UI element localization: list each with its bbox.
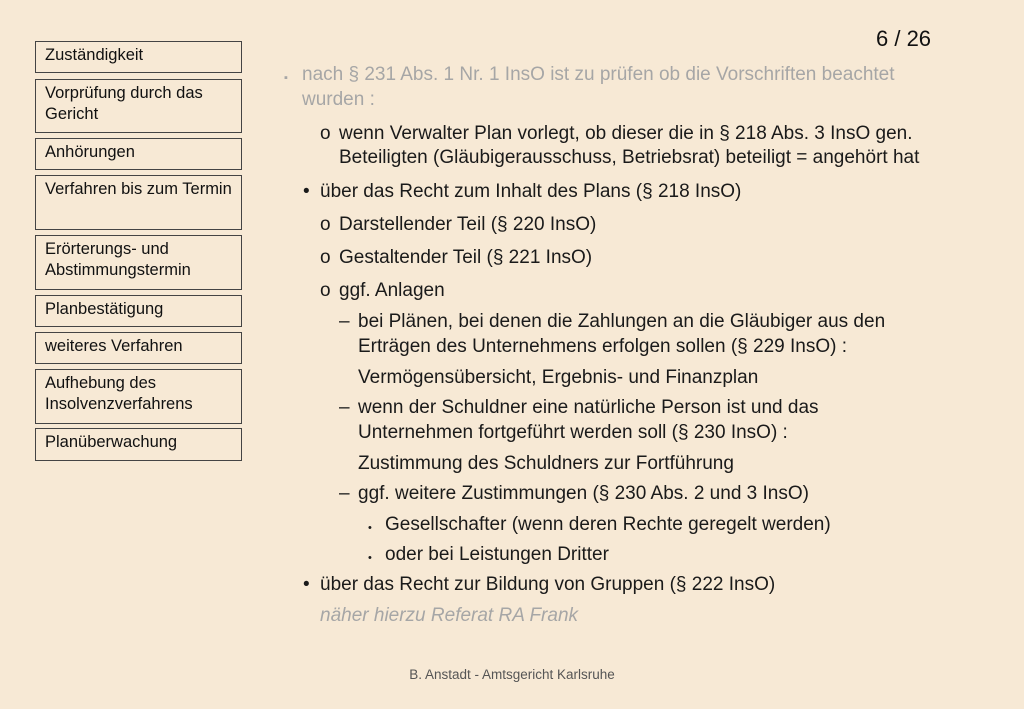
square-bullet-icon: ▪ (284, 72, 288, 84)
content-line: Vermögensübersicht, Ergebnis- und Finanzplan (358, 367, 759, 388)
content-line: über das Recht zum Inhalt des Plans (§ 218 InsO) (320, 181, 742, 202)
content-line: Gestaltender Teil (§ 221 InsO) (339, 247, 593, 268)
nav-item-aufhebung[interactable]: Aufhebung des Insolvenzverfahrens (35, 369, 242, 424)
nav-item-vorpruefung[interactable]: Vorprüfung durch das Gericht (35, 79, 242, 133)
nav-item-zustaendigkeit[interactable]: Zuständigkeit (35, 41, 242, 73)
nav-item-planueberwachung[interactable]: Planüberwachung (35, 428, 242, 461)
circle-bullet-icon: o (320, 123, 331, 144)
content-line: ggf. Anlagen (339, 280, 445, 301)
content-line: näher hierzu Referat RA Frank (320, 605, 579, 626)
content-line: nach § 231 Abs. 1 Nr. 1 InsO ist zu prüfen ob die Vorschriften beachtet (302, 64, 895, 85)
dot-bullet-icon: • (303, 181, 310, 202)
circle-bullet-icon: o (320, 214, 331, 235)
nav-item-planbestaetigung[interactable]: Planbestätigung (35, 295, 242, 327)
dot-bullet-icon: • (303, 574, 310, 595)
circle-bullet-icon: o (320, 247, 331, 268)
small-dot-bullet-icon: • (368, 522, 372, 534)
dash-bullet-icon: – (339, 397, 350, 418)
nav-item-eroerterungstermin[interactable]: Erörterungs- und Abstimmungstermin (35, 235, 242, 290)
circle-bullet-icon: o (320, 280, 331, 301)
content-line: oder bei Leistungen Dritter (385, 544, 609, 565)
nav-item-verfahren-bis-termin[interactable]: Verfahren bis zum Termin (35, 175, 242, 230)
content-line: bei Plänen, bei denen die Zahlungen an die Gläubiger aus den (358, 311, 886, 332)
content-line: Unternehmen fortgeführt werden soll (§ 230 InsO) : (358, 422, 788, 443)
content-line: wenn der Schuldner eine natürliche Person ist und das (358, 397, 819, 418)
footer: B. Anstadt - Amtsgericht Karlsruhe (409, 667, 615, 682)
content-line: wenn Verwalter Plan vorlegt, ob dieser die in § 218 Abs. 3 InsO gen. (339, 123, 913, 144)
content-line: Zustimmung des Schuldners zur Fortführung (358, 453, 734, 474)
content-line: Beteiligten (Gläubigerausschuss, Betriebsrat) beteiligt = angehört hat (339, 147, 920, 168)
dash-bullet-icon: – (339, 483, 350, 504)
nav-item-anhoerungen[interactable]: Anhörungen (35, 138, 242, 170)
content-line: Darstellender Teil (§ 220 InsO) (339, 214, 597, 235)
content-line: ggf. weitere Zustimmungen (§ 230 Abs. 2 und 3 InsO) (358, 483, 809, 504)
page-number: 6 / 26 (876, 26, 932, 51)
nav-item-weiteres-verfahren[interactable]: weiteres Verfahren (35, 332, 242, 364)
content-line: Erträgen des Unternehmens erfolgen sollen (§ 229 InsO) : (358, 336, 847, 357)
content-line: Gesellschafter (wenn deren Rechte geregelt werden) (385, 514, 831, 535)
dash-bullet-icon: – (339, 311, 350, 332)
content-line: wurden : (302, 89, 375, 110)
small-dot-bullet-icon: • (368, 552, 372, 564)
content-line: über das Recht zur Bildung von Gruppen (§ 222 InsO) (320, 574, 776, 595)
